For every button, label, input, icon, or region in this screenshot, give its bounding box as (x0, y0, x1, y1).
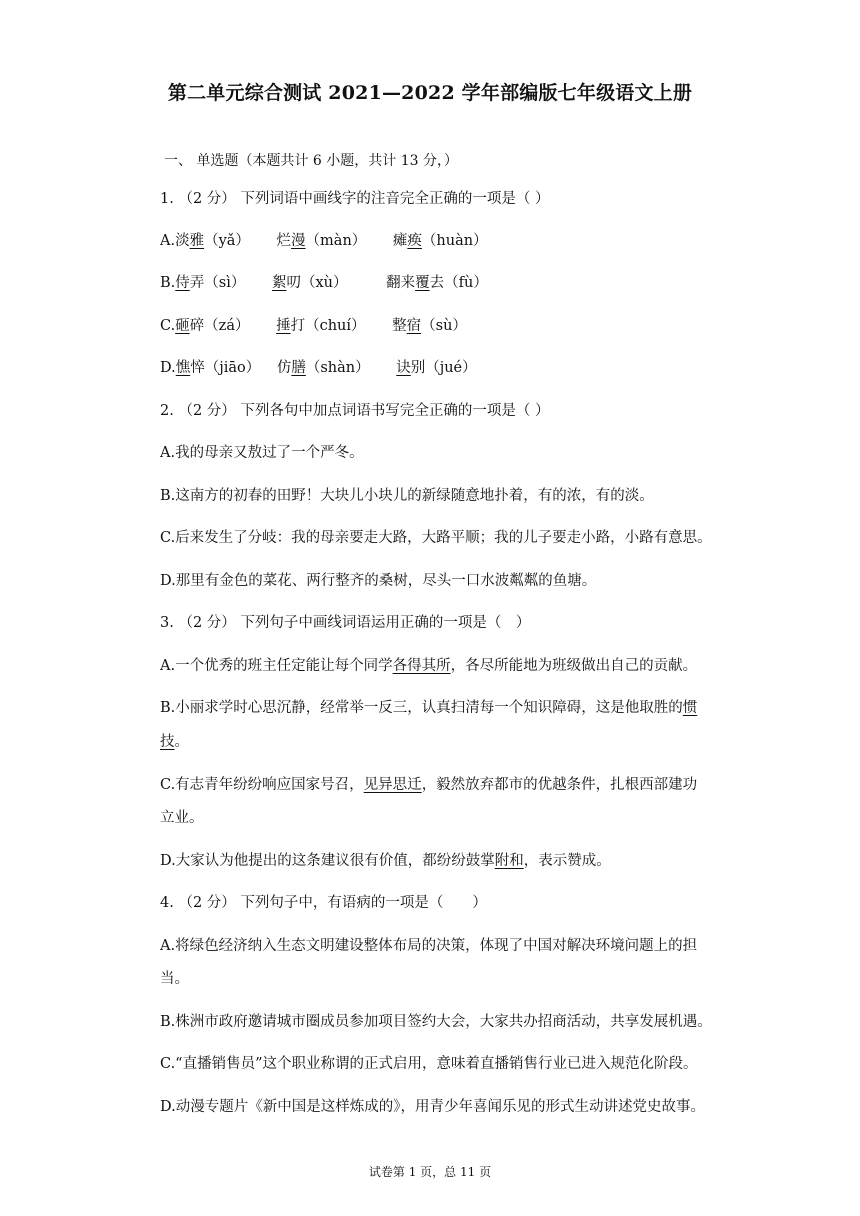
q3-option-b: B.小丽求学时心思沉静，经常举一反三，认真扫清每一个知识障碍，这是他取胜的惯 (160, 700, 698, 716)
q3-option-c-cont: 立业。 (160, 810, 204, 826)
q4-option-c: C.“直播销售员”这个职业称谓的正式启用，意味着直播销售行业已进入规范化阶段。 (160, 1056, 698, 1072)
q4-option-a-cont: 当。 (160, 971, 189, 987)
q1-option-c: C.砸碎（zá） 捶打（chuí） 整宿（sù） (160, 318, 467, 334)
q3-option-c: C.有志青年纷纷响应国家号召，见异思迁，毅然放弃都市的优越条件，扎根西部建功 (160, 777, 698, 793)
q2-option-a: A.我的母亲又敖过了一个严冬。 (160, 445, 364, 461)
q1-stem: 1. （2 分） 下列词语中画线字的注音完全正确的一项是（ ） (160, 191, 550, 207)
q2-option-b: B.这南方的初春的田野！大块儿小块儿的新绿随意地扑着，有的浓，有的淡。 (160, 488, 654, 504)
q2-stem: 2. （2 分） 下列各句中加点词语书写完全正确的一项是（ ） (160, 403, 550, 419)
q4-option-d: D.动漫专题片《新中国是这样炼成的》，用青少年喜闻乐见的形式生动讲述党史故事。 (160, 1099, 705, 1115)
q2-option-c: C.后来发生了分岐：我的母亲要走大路，大路平顺；我的儿子要走小路，小路有意思。 (160, 530, 712, 546)
q4-option-b: B.株洲市政府邀请城市圈成员参加项目签约大会，大家共办招商活动，共享发展机遇。 (160, 1014, 712, 1030)
q4-stem: 4. （2 分） 下列句子中，有语病的一项是（ ） (160, 895, 487, 911)
q3-option-b-cont: 技。 (160, 734, 189, 750)
page-footer: 试卷第 1 页，总 11 页 (368, 1165, 492, 1179)
q2-option-d: D.那里有金色的菜花、两行整齐的桑树，尽头一口水波粼粼的鱼塘。 (160, 573, 597, 589)
q4-option-a: A.将绿色经济纳入生态文明建设整体布局的决策，体现了中国对解决环境问题上的担 (160, 938, 698, 954)
q1-option-d: D.憔悴（jiāo） 仿膳（shàn） 诀别（jué） (160, 360, 477, 376)
q1-option-b: B.侍弄（sì） 絮叨（xù） 翻来覆去（fù） (160, 275, 488, 291)
section-heading: 一、 单选题（本题共计 6 小题，共计 13 分，） (164, 153, 458, 169)
q3-option-a: A.一个优秀的班主任定能让每个同学各得其所，各尽所能地为班级做出自己的贡献。 (160, 658, 698, 674)
q1-option-a: A.淡雅（yǎ） 烂漫（màn） 瘫痪（huàn） (160, 233, 488, 249)
q3-stem: 3. （2 分） 下列句子中画线词语运用正确的一项是（ ） (160, 615, 531, 631)
q3-option-d: D.大家认为他提出的这条建议很有价值，都纷纷鼓掌附和，表示赞成。 (160, 853, 611, 869)
document-title: 第二单元综合测试 2021—2022 学年部编版七年级语文上册 (167, 82, 693, 104)
